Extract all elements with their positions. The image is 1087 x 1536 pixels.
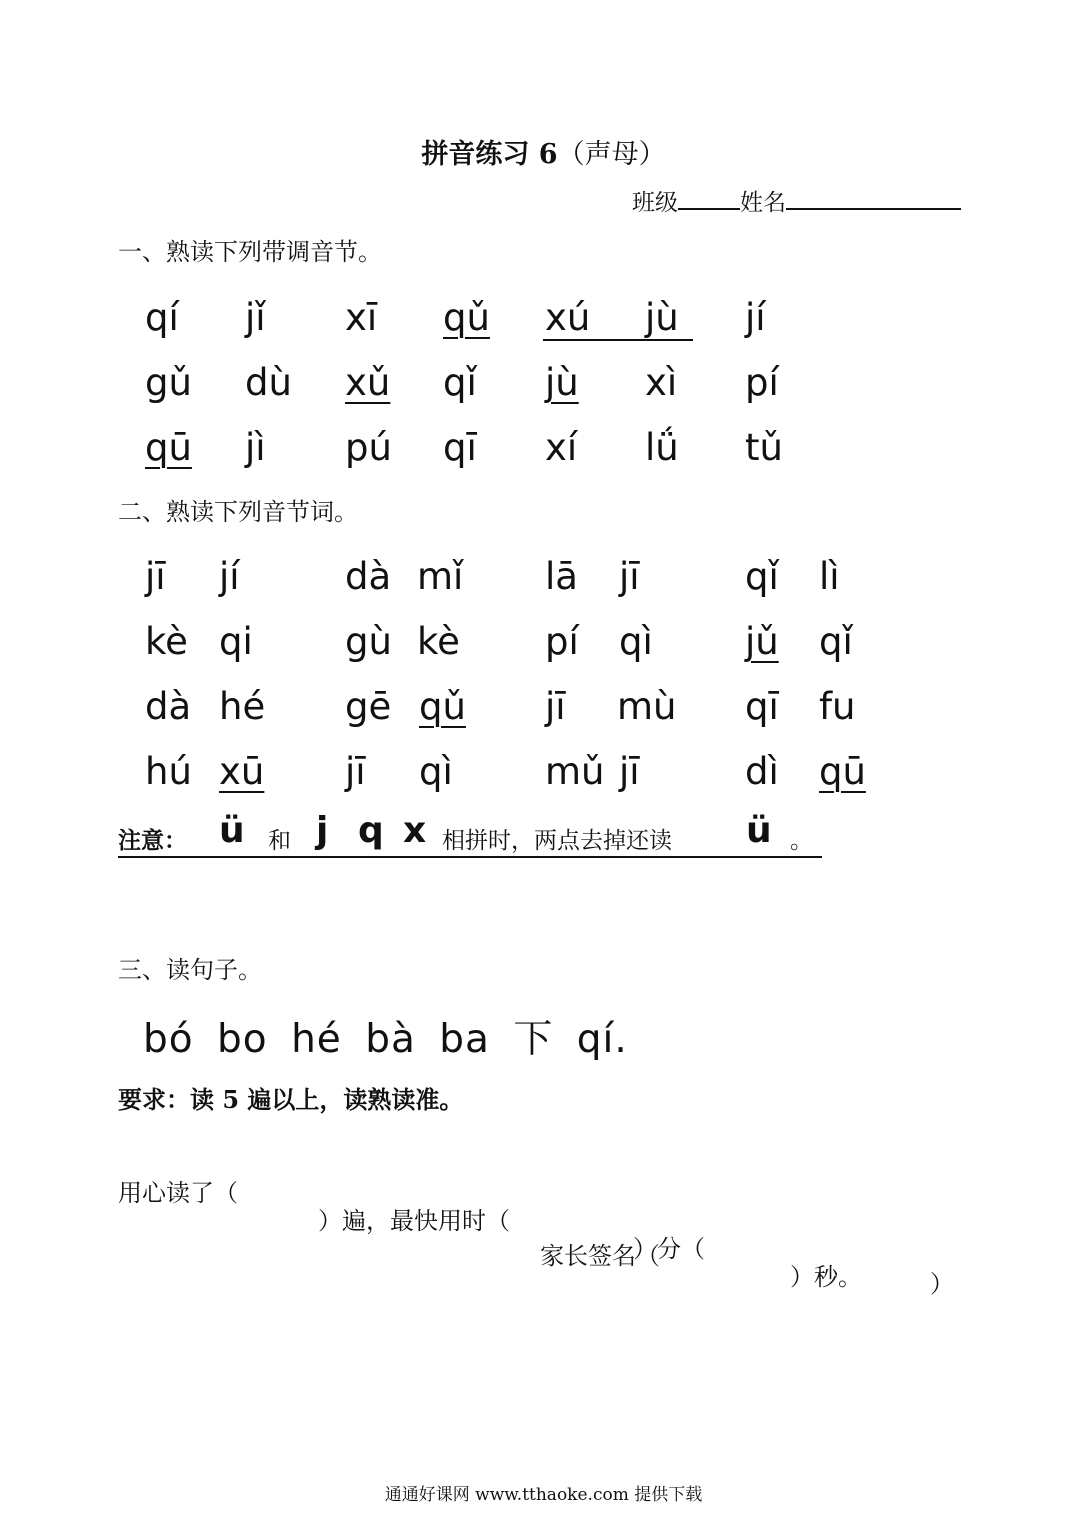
note-u-umlaut-2: ü [746,810,772,851]
footer-credit: 通通好课网 www.tthaoke.com 提供下载 [384,1485,703,1505]
word-syllable: qī [745,685,779,728]
note-letter-x: x [403,810,427,851]
record-part-c: ）分（ [633,1235,705,1263]
sentence-word: bó [143,1017,194,1062]
syllable: jí [745,296,766,339]
title-main: 拼音练习 6 [421,139,558,170]
word-syllable: jī [545,685,566,728]
syllable: tǔ [745,426,783,469]
requirement: 要求：读 5 遍以上，读熟读准。 [118,1085,464,1114]
syllable-underlined: xǔ [345,361,391,404]
syllable-underlined: qū [145,426,192,469]
word-syllable: qì [619,620,653,663]
word-syllable-underlined: qǔ [419,685,466,728]
page-title [0,132,1087,171]
word-syllable: hé [219,685,266,728]
word-syllable: dì [745,750,779,793]
word-syllable: jī [619,750,640,793]
word-syllable: mǐ [417,555,464,598]
syllable: xī [345,296,378,339]
name-label: 姓名 [740,190,786,216]
word-syllable: jī [619,555,640,598]
word-syllable: qǐ [819,620,853,663]
record-part-d: ）秒。 [790,1263,862,1291]
syllable: jì [245,426,266,469]
signature-label: 家长签名（ [540,1242,660,1270]
word-syllable: qǐ [745,555,779,598]
word-syllable-underlined: qū [819,750,866,793]
parent-signature [540,1208,954,1298]
syllable: xí [545,426,578,469]
note-letter-q: q [358,810,384,851]
word-syllable: lā [545,555,578,598]
word-syllable: hú [145,750,192,793]
sentence-word: bo [217,1017,268,1062]
word-syllable: dà [145,685,192,728]
word-syllable: qì [419,750,453,793]
syllable: qí [145,296,179,339]
word-syllable: fu [819,685,856,728]
word-syllable: jí [219,555,240,598]
practice-sentence [143,1008,628,1064]
syllable: jǐ [245,296,266,339]
underline-bar [543,339,693,341]
class-name-line [632,184,961,217]
note-u-umlaut: ü [219,810,245,851]
syllable: lǘ [645,426,679,469]
syllable-underlined: qǔ [443,296,490,339]
record-part-a: 用心读了（ [118,1179,238,1207]
word-syllable: lì [819,555,840,598]
word-syllable: mǔ [545,750,605,793]
word-syllable: qi [219,620,253,663]
word-syllable-underlined: xū [219,750,265,793]
word-syllable-underlined: jǔ [745,620,779,663]
syllable: qǐ [443,361,477,404]
syllable: dù [245,361,292,404]
sentence-word: qí. [576,1017,628,1062]
sentence-word: 下 [513,1017,554,1062]
note-text: 相拼时，两点去掉还读 [442,828,672,854]
syllable: xú [545,296,591,339]
word-syllable: gē [345,685,392,728]
section2-heading: 二、熟读下列音节词。 [118,498,358,526]
note-end: 。 [790,828,813,854]
syllable: pú [345,426,392,469]
syllable-underlined: jù [545,361,579,404]
record-part-b: ）遍，最快用时（ [318,1207,510,1235]
word-syllable: jī [345,750,366,793]
name-field[interactable] [786,188,961,210]
section1-heading: 一、熟读下列带调音节。 [118,238,382,266]
word-syllable: dà [345,555,392,598]
title-sub: （声母） [557,139,666,170]
note-letter-j: j [316,810,329,851]
syllable: jù [645,296,679,339]
word-syllable: pí [545,620,579,663]
word-syllable: jī [145,555,166,598]
section3-heading: 三、读句子。 [118,956,262,984]
syllable: gǔ [145,361,192,404]
word-syllable: kè [417,620,460,663]
note-line [118,810,822,858]
note-he: 和 [268,828,291,854]
class-field[interactable] [678,188,740,210]
word-syllable: mù [617,685,677,728]
syllable: qī [443,426,477,469]
class-label: 班级 [632,190,678,216]
sentence-word: ba [439,1017,490,1062]
syllable: pí [745,361,779,404]
sentence-word: bà [365,1017,416,1062]
sentence-word: hé [291,1017,342,1062]
word-syllable: kè [145,620,188,663]
syllable: xì [645,361,678,404]
note-label: 注意： [118,827,187,854]
signature-close: ） [930,1270,954,1298]
word-syllable: gù [345,620,392,663]
